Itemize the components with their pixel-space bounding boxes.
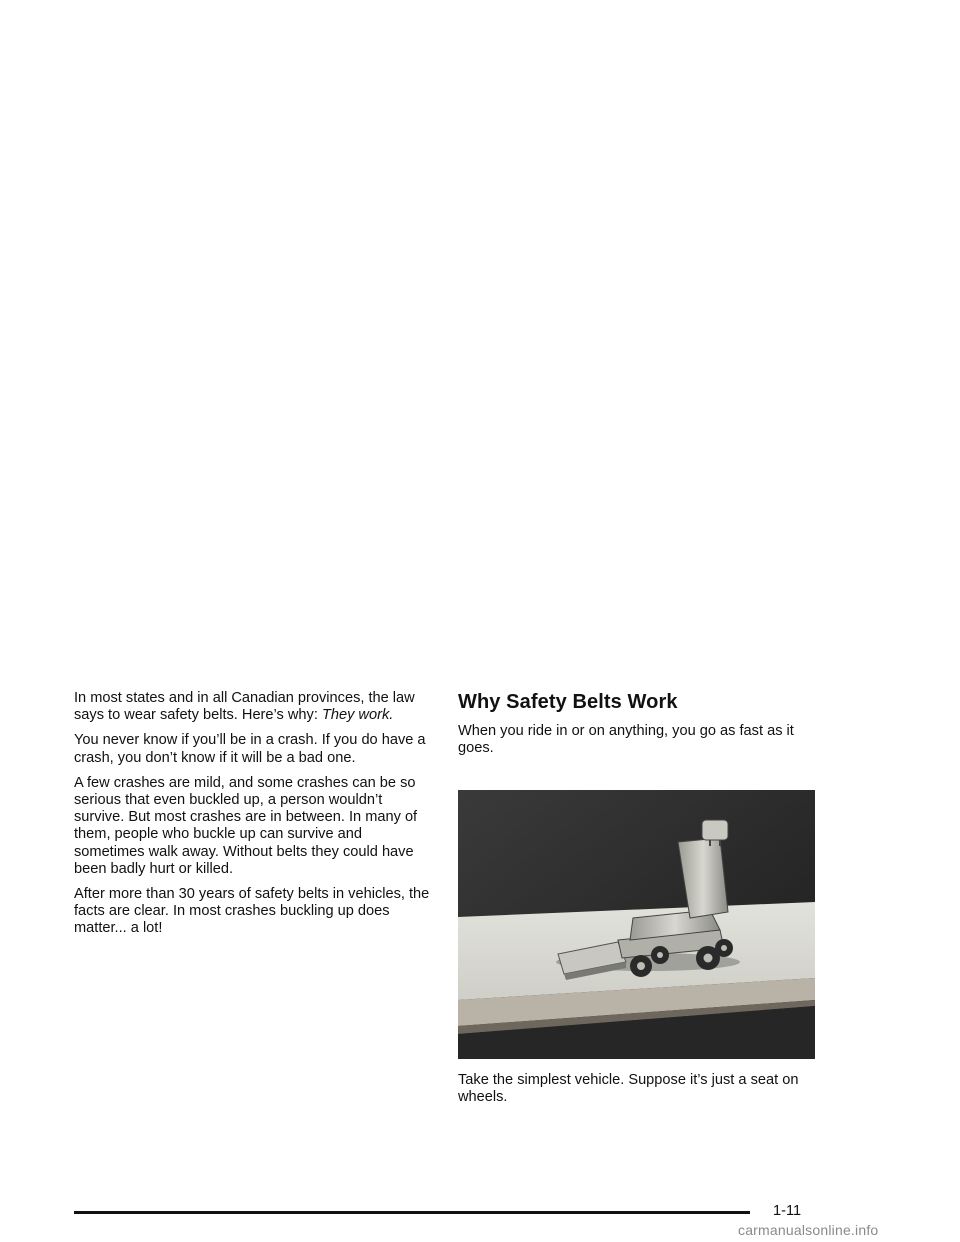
wheel-front-right bbox=[651, 946, 669, 964]
left-column bbox=[74, 690, 436, 946]
seat-on-wheels-illustration bbox=[458, 790, 815, 1059]
right-column bbox=[458, 690, 828, 757]
page-number: 1-11 bbox=[773, 1203, 802, 1219]
paragraph-law-text: In most states and in all Canadian provinces, the law says to wear safety belts. Here’s why: bbox=[74, 690, 415, 724]
paragraph-crashes: A few crashes are mild, and some crashes can be so serious that even buckled up, a person wouldn’t survive. But most crashes are in between. In many of them, people who buckle up can survive and sometimes walk away. Without belts they could have been badly hurt or killed. bbox=[74, 774, 418, 877]
paragraph-law-emphasis: They work. bbox=[321, 707, 394, 724]
paragraph-caption: Take the simplest vehicle. Suppose it’s just a seat on wheels. bbox=[458, 1072, 799, 1106]
paragraph-facts: After more than 30 years of safety belts in vehicles, the facts are clear. In most crashes buckling up does matter... a lot! bbox=[74, 886, 430, 937]
paragraph-intro: When you ride in or on anything, you go as fast as it goes. bbox=[458, 723, 794, 757]
wheel-rear-right bbox=[715, 939, 733, 957]
section-heading: Why Safety Belts Work bbox=[458, 691, 678, 713]
watermark-text: carmanualsonline.info bbox=[738, 1222, 879, 1238]
footer-rule bbox=[74, 1211, 750, 1214]
paragraph-never-know: You never know if you’ll be in a crash. If you do have a crash, you don’t know if it will be a bad one. bbox=[74, 732, 426, 766]
seat-on-wheels-drawing bbox=[458, 790, 815, 1059]
paragraph-law bbox=[74, 690, 436, 724]
wheel-front-left bbox=[630, 955, 652, 977]
